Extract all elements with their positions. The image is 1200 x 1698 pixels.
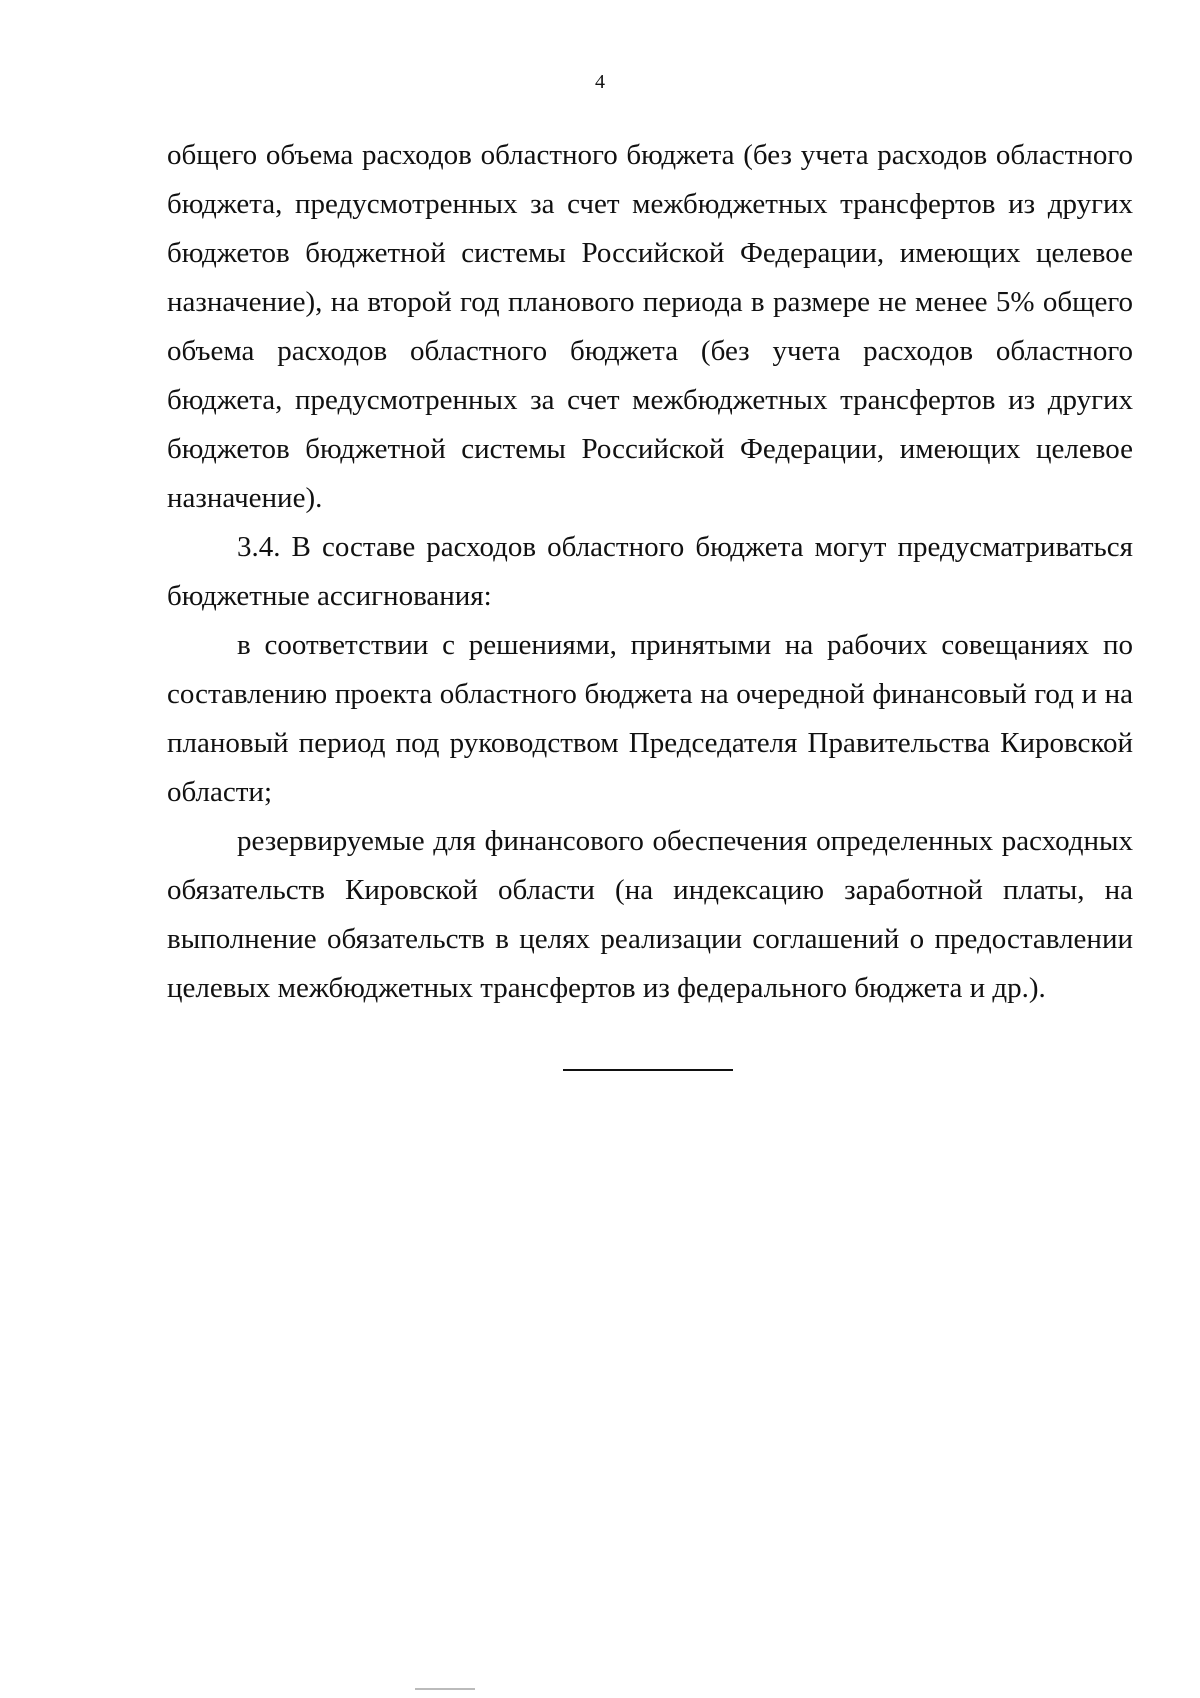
bottom-edge-mark: [415, 1688, 475, 1690]
paragraph-meetings-decisions: в соответствии с решениями, принятыми на рабочих совещаниях по составлению проекта областного бюджета на очередной финансовый год и на плановый период под руководством Председателя Правительства Кировской области;: [167, 629, 1133, 808]
document-body: [167, 131, 1133, 1013]
paragraph-continuation: общего объема расходов областного бюджета (без учета расходов областного бюджета, предусмотренных за счет межбюджетных трансфертов из других бюджетов бюджетной системы Российской Федерации, имеющих целевое назначение), на второй год планового периода в размере не менее 5% общего объема расходов областного бюджета (без учета расходов областного бюджета, предусмотренных за счет межбюджетных трансфертов из других бюджетов бюджетной системы Российской Федерации, имеющих целевое назначение).: [167, 139, 1133, 514]
paragraph-section-3-4: 3.4. В составе расходов областного бюджета могут предусматриваться бюджетные ассигнования:: [167, 531, 1133, 612]
page-number: 4: [595, 71, 605, 93]
paragraph-reserved-allocations: резервируемые для финансового обеспечения определенных расходных обязательств Кировской области (на индексацию заработной платы, на выполнение обязательств в целях реализации соглашений о предоставлении целевых межбюджетных трансфертов из федерального бюджета и др.).: [167, 825, 1133, 1004]
end-of-text-divider: [563, 1069, 733, 1071]
